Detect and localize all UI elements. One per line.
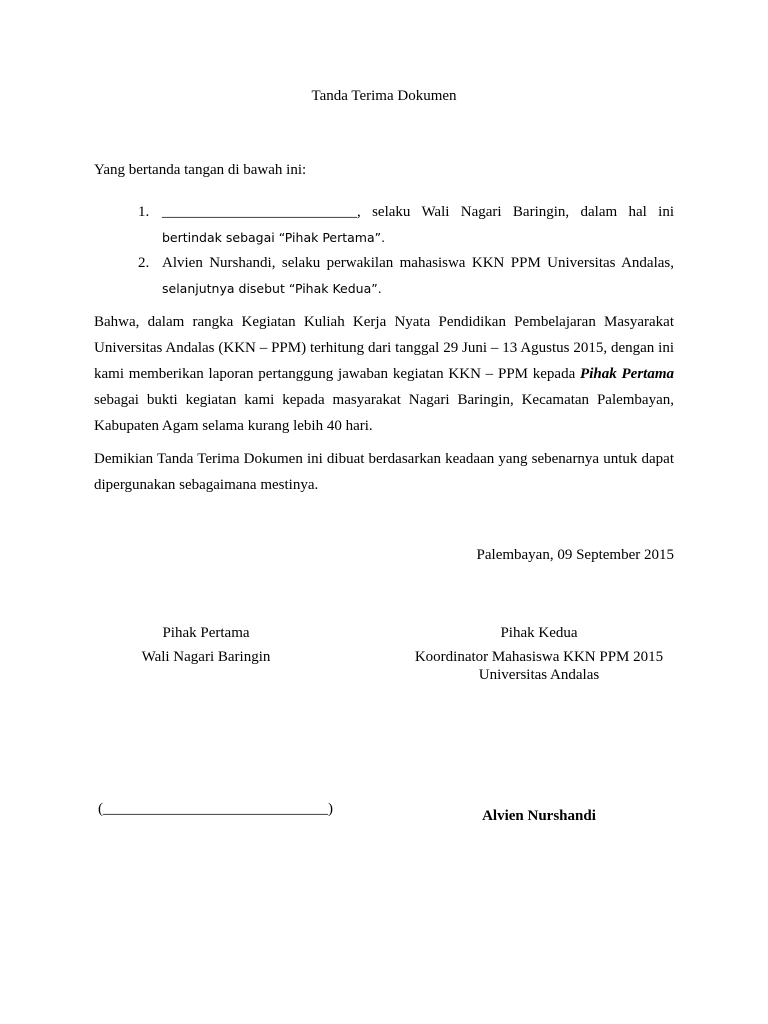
signature-block-left xyxy=(96,624,316,666)
list-text-small: bertindak sebagai “Pihak Pertama”. xyxy=(162,230,386,245)
paragraph-text: sebagai bukti kegiatan kami kepada masyarakat Nagari Baringin, Kecamatan Palembayan, Kabupaten Agam selama kurang lebih 40 hari. xyxy=(94,392,674,434)
signature-role: Pihak Kedua xyxy=(500,625,578,641)
signature-position: Universitas Andalas xyxy=(478,667,600,683)
signature-line-left: (______________________________) xyxy=(98,801,333,817)
signature-position: Koordinator Mahasiswa KKN PPM 2015 xyxy=(414,649,664,665)
body-paragraph-2: Demikian Tanda Terima Dokumen ini dibuat berdasarkan keadaan yang sebenarnya untuk dapat dipergunakan sebagaimana mestinya. xyxy=(94,451,674,493)
paragraph-text: Bahwa, dalam rangka Kegiatan Kuliah Kerja Nyata Pendidikan Pembelajaran Masyarakat Universitas Andalas (KKN – PPM) terhitung dari tanggal 29 Juni – 13 Agustus 2015, dengan ini kami memberikan laporan pertanggung jawaban kegiatan KKN – PPM kepada xyxy=(94,314,674,382)
signature-position: Wali Nagari Baringin xyxy=(141,649,271,665)
place-date: Palembayan, 09 September 2015 xyxy=(476,547,674,563)
list-text-main: Alvien Nurshandi, selaku perwakilan mahasiswa KKN PPM Universitas Andalas, xyxy=(162,255,674,271)
list-item xyxy=(138,200,674,251)
document-title: Tanda Terima Dokumen xyxy=(311,88,457,104)
list-number: 2. xyxy=(138,255,150,271)
signature-block-right xyxy=(404,624,674,684)
list-number: 1. xyxy=(138,204,150,220)
party-list xyxy=(138,200,674,302)
signer-name-right: Alvien Nurshandi xyxy=(482,808,596,824)
emphasis-pihak-pertama: Pihak Pertama xyxy=(580,366,674,382)
signature-role: Pihak Pertama xyxy=(162,625,250,641)
body-paragraph-1 xyxy=(94,309,674,439)
intro-text: Yang bertanda tangan di bawah ini: xyxy=(94,162,307,178)
list-text-main: __________________________, selaku Wali Nagari Baringin, dalam hal ini xyxy=(162,204,674,220)
list-item xyxy=(138,251,674,302)
list-text-small: selanjutnya disebut “Pihak Kedua”. xyxy=(162,281,382,296)
